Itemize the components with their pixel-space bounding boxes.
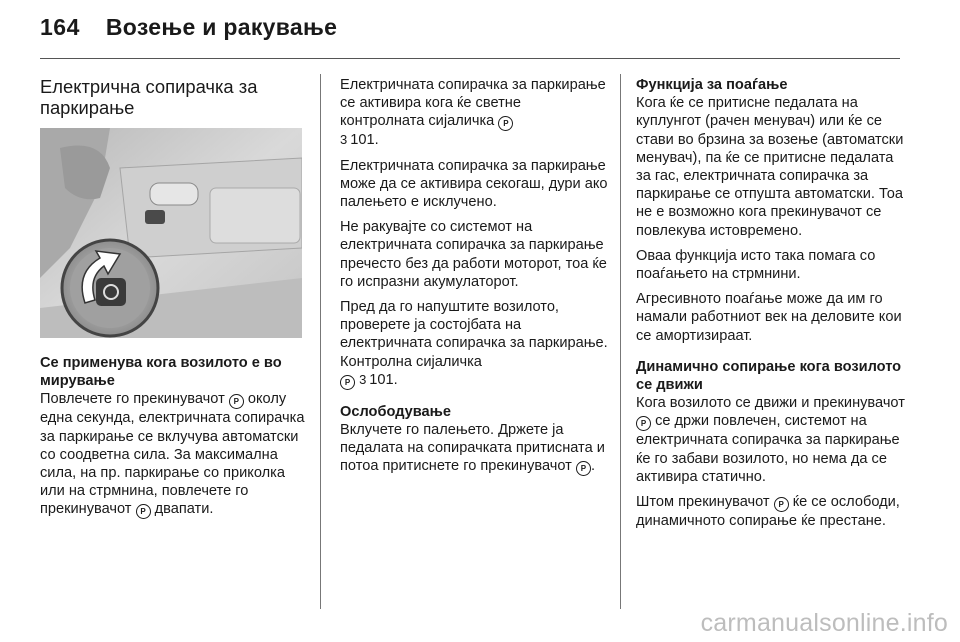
column-divider-2 (620, 74, 621, 609)
paragraph-activation (340, 76, 608, 150)
text-segment: двапати. (154, 501, 214, 518)
text-segment: Кога возилото се движи и прекинувачот (636, 395, 905, 412)
subheading-stationary: Се применува кога возилото е во мирување (40, 355, 282, 390)
header-divider (40, 58, 900, 59)
parking-brake-icon: P (576, 461, 591, 476)
parking-brake-switch-illustration (40, 128, 302, 338)
page-reference: 101. (369, 371, 398, 388)
parking-brake-icon: P (636, 416, 651, 431)
parking-brake-figure (40, 128, 302, 338)
watermark: carmanualsonline.info (700, 609, 948, 637)
page-reference: 101. (350, 132, 379, 149)
page-title: Возење и ракување (105, 14, 338, 40)
text-segment: . (590, 458, 595, 475)
subheading-release: Ослободување (340, 403, 451, 420)
paragraph-hill: Оваа функција исто така помага со поаѓањето на стрмнини. (636, 247, 876, 283)
subheading-drive-away: Функција за поаѓање (636, 77, 788, 93)
subheading-dynamic-braking: Динамично сопирање кога возилото се движи (636, 358, 902, 394)
parking-brake-icon: P (136, 504, 151, 519)
text-segment: Пред да го напуштите возилото, проверете ја состојбата на електричната сопирачка за паркирање. Контролна сијаличка (340, 299, 608, 370)
paragraph-battery-warning: Не ракувајте со системот на електричната сопирачка за паркирање пречесто без да работи моторот, тоа ќе го испразни акумулаторот. (340, 219, 607, 290)
parking-brake-icon: P (774, 497, 789, 512)
text-segment: Електричната сопирачка за паркирање се активира кога ќе светне контролната сијаличка (340, 77, 606, 130)
paragraph-drive-away: Кога ќе се притисне педалата на куплунгот (рачен менувач) или ќе се стави во брзина за возење (автоматски менувач), па ќе се притисне педалата за гас, електричната сопирачка за паркирање се отпушта автоматски. Тоа не е возможно кога прекинувачот се повлекува истовремено. (636, 95, 904, 239)
column-1 (40, 76, 308, 526)
paragraph-release (340, 421, 608, 476)
column-3 (636, 76, 911, 537)
parking-brake-icon: P (340, 375, 355, 390)
text-segment: Штом прекинувачот (636, 494, 770, 511)
section-title: Електрична сопирачка за паркирање (40, 76, 258, 118)
page-number: 164 (40, 14, 80, 40)
paragraph-apply (40, 390, 308, 519)
column-divider-1 (320, 74, 321, 609)
paragraph-always: Електричната сопирачка за паркирање може да се активира секогаш, дури ако палењето е исклучено. (340, 157, 608, 211)
text-segment: околу една секунда, електричната сопирачка за паркирање се вклучува автоматски со соодветна сила. За максимална сила, на пр. паркирање со приколка или на стрмнина, повлечете го прекинувачот (40, 391, 305, 518)
text-segment: Повлечете го прекинувачот (40, 391, 225, 408)
paragraph-dynamic-stop (636, 493, 911, 530)
page-header (40, 14, 337, 50)
page-reference-icon: 3 (359, 371, 367, 387)
text-segment: се држи повлечен, системот на електричната сопирачка за паркирање ќе го забави возилото, но нема да се активира статично. (636, 413, 900, 485)
parking-brake-icon: P (229, 394, 244, 409)
parking-brake-icon: P (498, 116, 513, 131)
text-segment: ќе се ослободи, динамичното сопирање ќе престане. (636, 494, 900, 530)
paragraph-dynamic (636, 394, 911, 486)
column-2 (340, 76, 608, 483)
text-segment: Вклучете го палењето. Држете ја педалата на сопирачката притисната и потоа притиснете го прекинувачот (340, 422, 605, 475)
paragraph-check (340, 298, 608, 390)
paragraph-wear: Агресивното поаѓање може да им го намали работниот век на деловите кои се амортизираат. (636, 291, 902, 344)
page-reference-icon: 3 (340, 132, 348, 148)
